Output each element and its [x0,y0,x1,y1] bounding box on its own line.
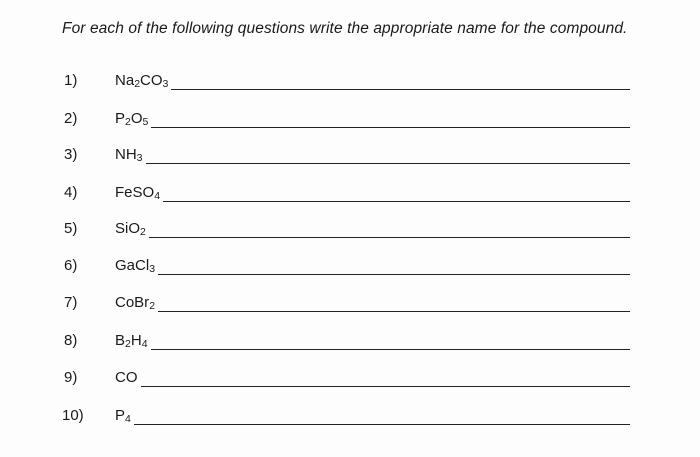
chemical-formula [115,146,143,163]
formula-subscript: 5 [142,116,149,128]
answer-blank-line[interactable] [151,349,630,350]
answer-blank-line[interactable] [141,386,631,387]
formula-subscript: 2 [125,116,131,128]
formula-element: P [115,110,126,127]
answer-blank-line[interactable] [149,237,630,238]
question-row [0,369,700,393]
formula-subscript: 2 [140,226,146,238]
formula-element: NH [115,146,137,163]
formula-element: H [130,332,142,349]
question-number: 6) [64,257,78,274]
chemical-formula [115,220,146,237]
question-number: 2) [64,110,78,127]
answer-blank-line[interactable] [146,163,630,164]
question-row [0,257,700,281]
chemical-formula [115,72,168,89]
question-number: 9) [64,369,78,386]
formula-subscript: 2 [125,338,131,350]
answer-blank-line[interactable] [134,424,630,425]
formula-subscript: 2 [149,300,156,312]
question-row [0,332,700,356]
answer-blank-line[interactable] [158,274,630,275]
formula-element: B [115,332,126,349]
question-row [0,220,700,244]
formula-element: Na [115,72,135,89]
chemical-formula [115,294,155,311]
question-number: 4) [64,184,78,201]
formula-element: CoBr [115,294,150,311]
question-number: 10) [62,407,84,424]
answer-blank-line[interactable] [163,201,630,202]
question-row [0,110,700,134]
formula-element: CO [140,72,163,89]
question-row [0,146,700,170]
question-row [0,407,700,431]
question-number: 3) [64,146,78,163]
formula-subscript: 4 [154,190,161,202]
question-row [0,184,700,208]
chemical-formula [115,184,160,201]
formula-subscript: 3 [162,78,169,90]
chemical-formula [115,257,155,274]
chemical-formula [115,369,138,386]
answer-blank-line[interactable] [158,311,630,312]
chemical-formula [115,332,148,349]
question-number: 1) [64,72,78,89]
formula-element: FeSO [115,184,155,201]
formula-element: O [130,110,143,127]
question-number: 7) [64,294,78,311]
question-number: 5) [64,220,78,237]
formula-subscript: 4 [125,413,131,425]
answer-blank-line[interactable] [151,127,630,128]
answer-blank-line[interactable] [171,89,630,90]
question-number: 8) [64,332,78,349]
formula-subscript: 3 [136,152,143,164]
formula-element: P [115,407,126,424]
formula-subscript: 3 [149,263,156,275]
chemical-formula [115,110,148,127]
formula-subscript: 4 [141,338,148,350]
formula-element: GaCl [115,257,150,274]
question-row [0,72,700,96]
question-row [0,294,700,318]
instructions-text: For each of the following questions write the appropriate name for the compound. [62,20,628,37]
formula-subscript: 2 [134,78,141,90]
chemical-formula [115,407,131,424]
formula-element: SiO [115,220,141,237]
formula-element: CO [115,369,138,386]
